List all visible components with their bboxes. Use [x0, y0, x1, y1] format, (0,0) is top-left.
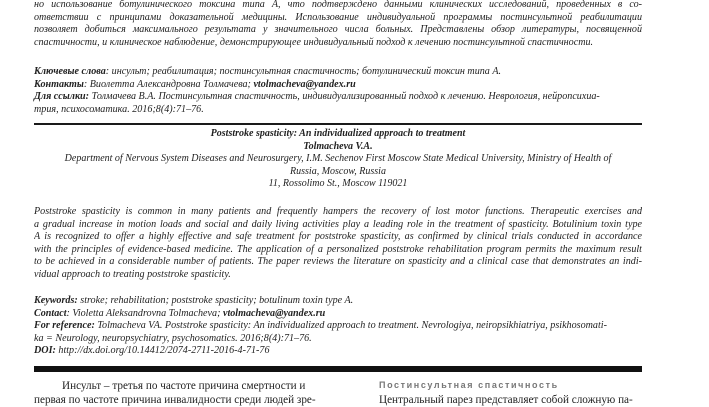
ru-reference-text: Толмачева В.А. Постинсультная спастичность, индивидуализированный подход к лечению. Неврология, нейропсихиа- — [89, 91, 600, 103]
ru-contacts-text: : Виолетта Александровна Толмачева; — [83, 78, 254, 90]
en-reference — [34, 320, 642, 333]
en-address: 11, Rossolimo St., Moscow 119021 — [268, 178, 408, 190]
en-abstract-line: vidual approach to treating poststroke spasticity. — [34, 268, 231, 280]
body-left-line: первая по частоте причина инвалидности среди людей зре- — [34, 394, 316, 406]
en-abstract-line: Poststroke spasticity is common in many patients and frequently hampers the recovery of lost motor functions. Therapeutic exercises and — [34, 206, 642, 217]
en-reference-label: For reference: — [34, 320, 95, 332]
en-abstract-line: A is recognized to offer a highly effective and safe treatment for poststroke spasticity, as confirmed by clinical trials conducted in accordance — [34, 231, 642, 243]
ru-abstract-line: ответствии с принципами доказательной медицины. Использование индивидуальной программы постинсультной реабилитации — [34, 11, 642, 23]
en-keywords — [34, 295, 642, 308]
en-abstract — [34, 206, 642, 282]
en-author: Tolmacheva V.A. — [303, 140, 373, 152]
ru-abstract-line: спастичности, и клиническое наблюдение, демонстрирующее индивидуальный подход к лечению постинсультной спастичности. — [34, 36, 594, 48]
en-affiliation: Department of Nervous System Diseases and Neurosurgery, I.M. Sechenov First Moscow State Medical University, Ministry of Health of — [64, 153, 612, 165]
en-reference-cont: ka = Neurology, neuropsychiatry, psychosomatics. 2016;8(4):71–76. — [34, 332, 312, 344]
en-keywords-label: Keywords: — [34, 295, 78, 306]
body-divider-bar — [34, 366, 642, 372]
ru-keywords-text: : инсульт; реабилитация; постинсультная спастичность; ботулинический токсин типа А. — [105, 66, 502, 77]
en-meta — [34, 295, 642, 358]
en-contact-email-link[interactable]: vtolmacheva@yandex.ru — [222, 307, 326, 319]
ru-reference-label: Для ссылки: — [34, 91, 90, 103]
ru-abstract-line: но использование ботулинического токсина типа А, что подтверждено данными клинических исследований, проведенных в со- — [34, 0, 642, 10]
section-divider — [34, 123, 642, 125]
ru-contacts-email-link[interactable]: vtolmacheva@yandex.ru — [253, 78, 356, 90]
ru-meta — [34, 66, 642, 116]
ru-contacts-label: Контакты — [34, 78, 84, 90]
en-abstract-line: a gradual increase in motion loads and social and daily living activities play a leading role in the treatment of spasticity. Botulinium toxin type — [34, 218, 642, 230]
ru-keywords-label: Ключевые слова — [34, 66, 106, 77]
section-heading: Постинсультная спастичность — [379, 380, 559, 390]
body-left-line: Инсульт – третья по частоте причина смертности и — [62, 380, 306, 392]
en-affiliation-cont: Russia, Moscow, Russia — [290, 165, 386, 177]
ru-abstract-line: позволяет добиться максимального результата у значительного числа больных. Представлены обзор литературы, посвященной — [34, 24, 642, 36]
en-header — [34, 128, 642, 191]
en-contact — [34, 308, 642, 321]
en-keywords-text: stroke; rehabilitation; poststroke spasticity; botulinum toxin type A. — [77, 295, 354, 306]
en-title: Poststroke spasticity: An individualized approach to treatment — [210, 128, 466, 139]
body-right-line: Центральный парез представляет собой сложную па- — [379, 394, 633, 406]
en-reference-text: Tolmacheva VA. Poststroke spasticity: An individualized approach to treatment. Nevrologiya, neiropsikhiatriya, psikhosomati- — [94, 320, 607, 332]
en-doi-label: DOI: — [34, 345, 56, 357]
ru-contacts — [34, 79, 642, 92]
ru-reference-cont: трия, психосоматика. 2016;8(4):71–76. — [34, 103, 204, 115]
ru-reference — [34, 91, 642, 104]
en-doi — [34, 345, 642, 358]
en-contact-text: : Violetta Aleksandrovna Tolmacheva; — [66, 307, 223, 319]
en-contact-label: Contact — [34, 307, 67, 319]
en-doi-link[interactable]: http://dx.doi.org/10.14412/2074-2711-2016-4-71-76 — [55, 345, 270, 357]
en-abstract-line: with the principles of evidence-based medicine. The application of a personalized poststroke rehabilitation program permits the maximum result — [34, 243, 642, 255]
en-abstract-line: to be achieved in a considerable number of patients. The paper reviews the literature on spasticity and a clinical case that demonstrates an indi- — [34, 256, 642, 268]
ru-abstract — [34, 0, 642, 49]
ru-keywords — [34, 66, 642, 79]
